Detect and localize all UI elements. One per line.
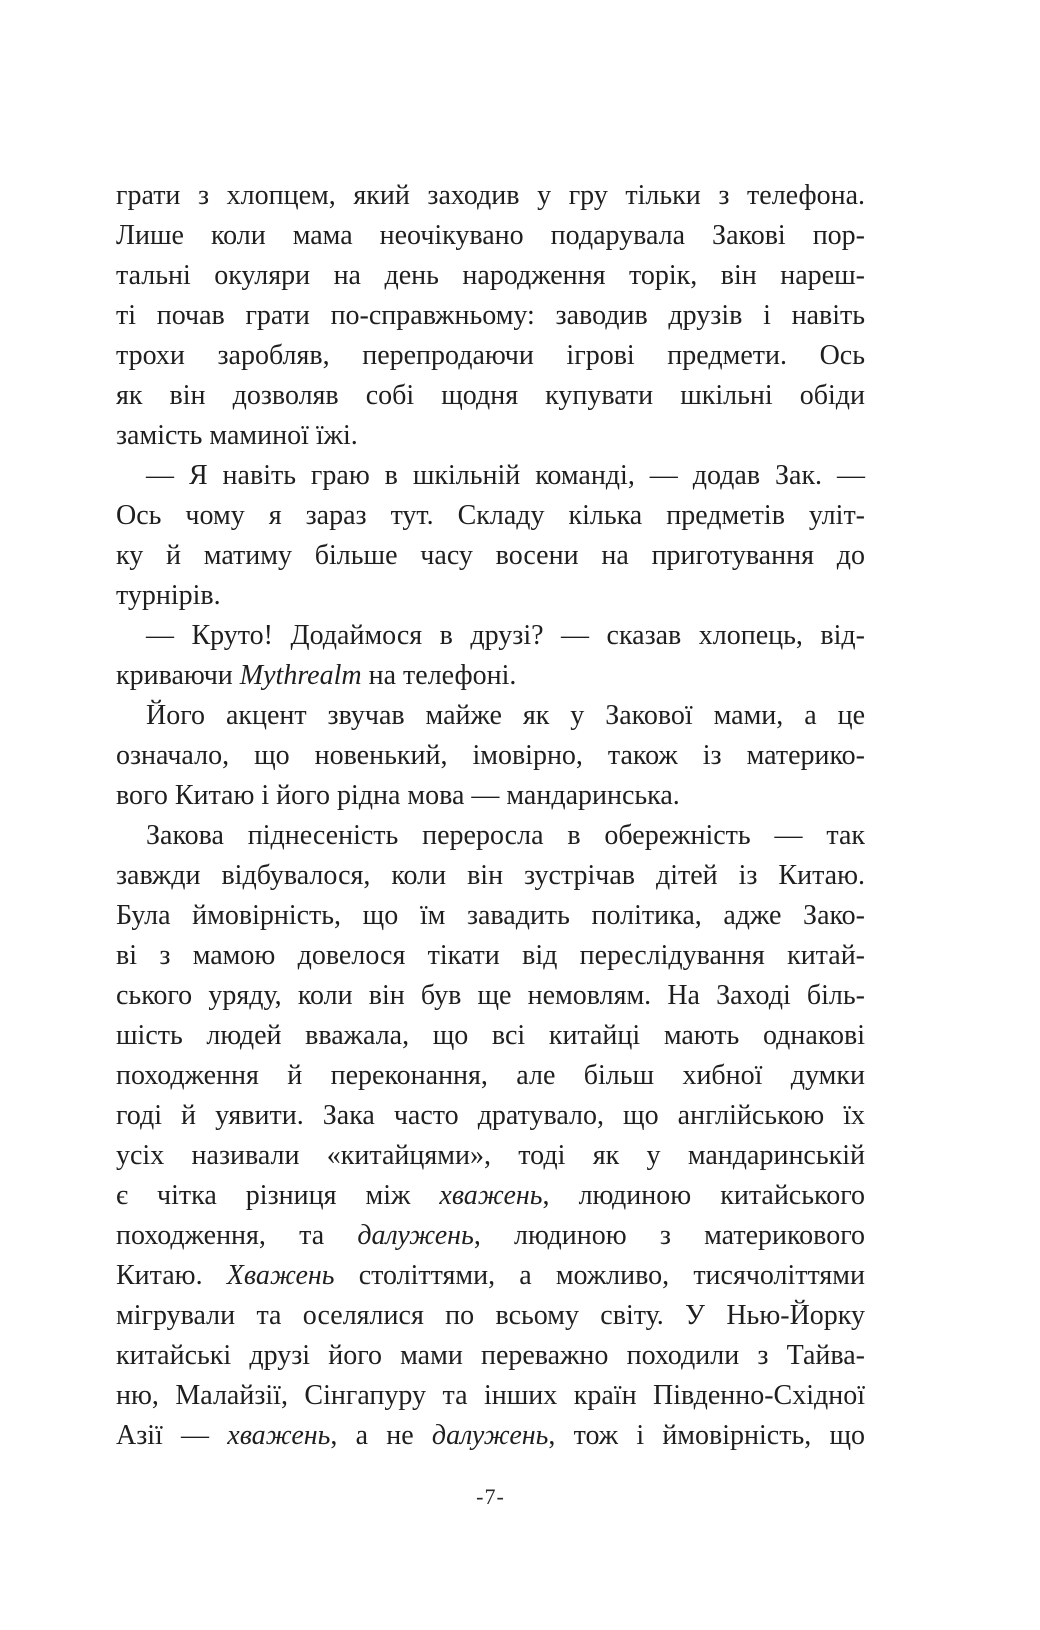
body-text (116, 176, 865, 1456)
text-line: ті почав грати по-справжньому: заводив друзів і навіть (116, 300, 865, 331)
text-line: китайські друзі його мами переважно походили з Тайва- (116, 1340, 865, 1371)
page-number: -7- (476, 1484, 505, 1509)
text-line: криваючи Mythrealm на телефоні. (116, 660, 517, 691)
text-line: ню, Малайзії, Сінгапуру та інших країн Південно-Східної (116, 1380, 865, 1411)
paragraph (116, 696, 865, 816)
paragraph (116, 176, 865, 456)
text-line: Ось чому я зараз тут. Складу кілька предметів уліт- (116, 500, 865, 531)
text-line: тальні окуляри на день народження торік, він нареш- (116, 260, 865, 291)
text-line: походження, та далужень, людиною з материкового (116, 1220, 865, 1251)
text-line: трохи заробляв, перепродаючи ігрові предмети. Ось (116, 340, 865, 371)
text-line: грати з хлопцем, який заходив у гру тільки з телефона. (116, 180, 865, 211)
text-line: ку й матиму більше часу восени на приготування до (116, 540, 865, 571)
text-line: Була ймовірність, що їм завадить політика, адже Зако- (116, 900, 865, 931)
text-line: усіх називали «китайцями», тоді як у мандаринській (116, 1140, 865, 1171)
text-line: вого Китаю і його рідна мова — мандаринська. (116, 780, 680, 811)
text-line: завжди відбувалося, коли він зустрічав дітей із Китаю. (116, 860, 865, 891)
text-line: шість людей вважала, що всі китайці мають однакові (116, 1020, 865, 1051)
text-line: Його акцент звучав майже як у Закової мами, а це (146, 700, 865, 731)
text-line: Китаю. Хважень століттями, а можливо, тисячоліттями (116, 1260, 865, 1291)
text-line: ського уряду, коли він був ще немовлям. На Заході біль- (116, 980, 865, 1011)
text-line: замість маминої їжі. (116, 420, 358, 451)
text-line: є чітка різниця між хважень, людиною китайського (116, 1180, 865, 1211)
text-line: Азії — хважень, а не далужень, тож і ймовірність, що (116, 1420, 866, 1451)
text-line: турнірів. (116, 580, 221, 611)
text-line: означало, що новенький, імовірно, також із материко- (116, 740, 865, 771)
text-line: годі й уявити. Зака часто дратувало, що англійською їх (116, 1100, 865, 1131)
text-line: походження й переконання, але більш хибної думки (116, 1060, 865, 1091)
text-line: як він дозволяв собі щодня купувати шкільні обіди (116, 380, 865, 411)
paragraph (116, 616, 865, 696)
paragraph (116, 456, 865, 616)
text-line: мігрували та оселялися по всьому світу. У Нью-Йорку (116, 1300, 865, 1331)
text-line: Лише коли мама неочікувано подарувала Закові пор- (116, 220, 865, 251)
text-line: Закова піднесеність переросла в обережність — так (146, 820, 865, 851)
text-line: — Я навіть граю в шкільній команді, — додав Зак. — (146, 460, 865, 491)
paragraph (116, 816, 865, 1456)
text-line: — Круто! Додаймося в друзі? — сказав хлопець, від- (146, 620, 865, 651)
text-line: ві з мамою довелося тікати від переслідування китай- (116, 940, 865, 971)
